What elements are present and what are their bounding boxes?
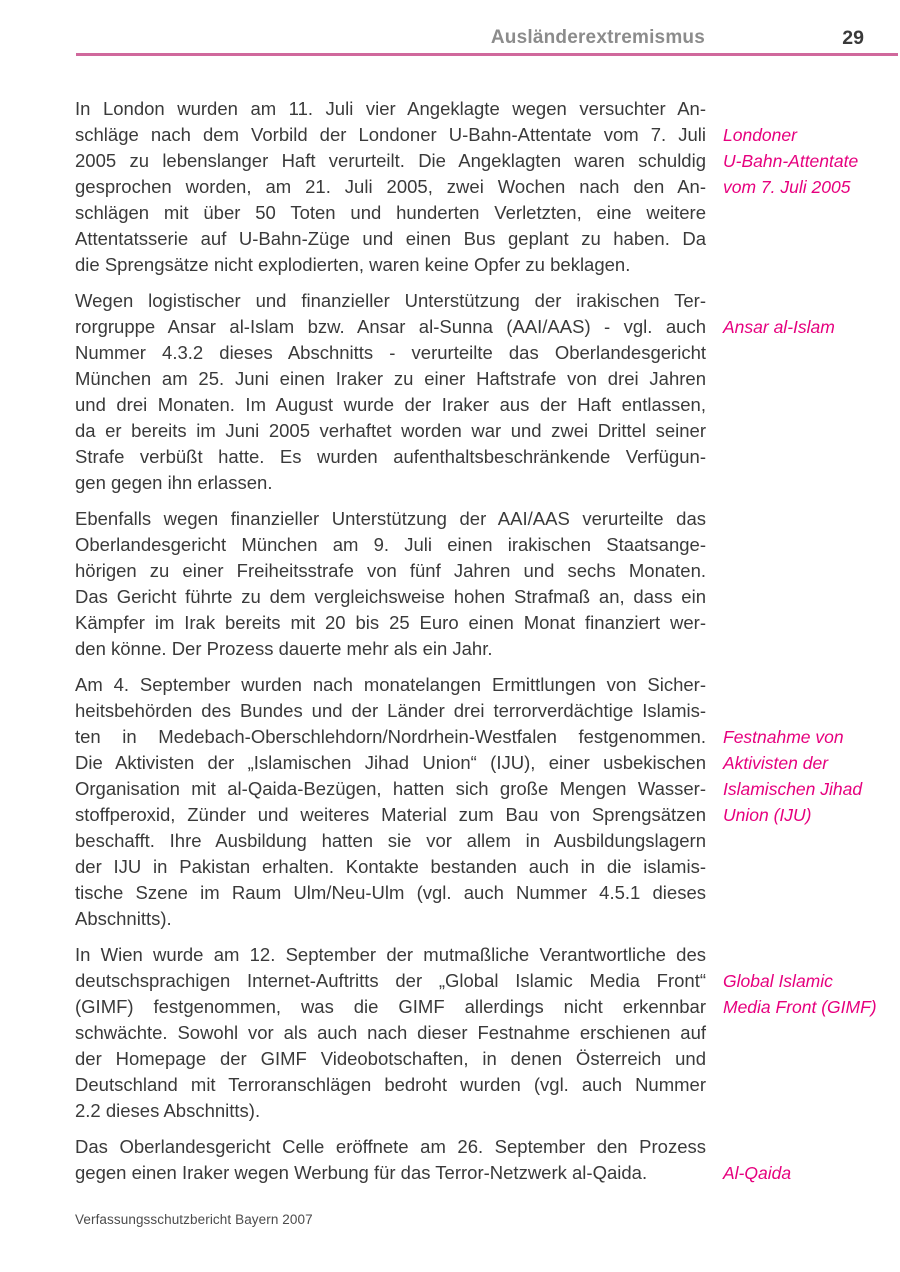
paragraph-text [75, 672, 706, 932]
margin-note-line: Union (IJU) [723, 805, 812, 825]
text-line: In London wurden am 11. Juli vier Angeklagte wegen versuchter An- [75, 98, 706, 119]
text-line: 2005 zu lebenslanger Haft verurteilt. Die Angeklagten waren schuldig [75, 150, 706, 171]
margin-note-line: Aktivisten der [723, 753, 829, 773]
text-line: deutschsprachigen Internet-Auftritts der „Global Islamic Media Front“ [75, 970, 706, 991]
margin-note-line: Londoner [723, 125, 797, 145]
text-line: Attentatsserie auf U-Bahn-Züge und einen Bus geplant zu haben. Da [75, 228, 706, 249]
text-line: Ebenfalls wegen finanzieller Unterstützung der AAI/AAS verurteilte das [75, 508, 706, 529]
text-line: ten in Medebach-Oberschlehdorn/Nordrhein-Westfalen festgenommen. [75, 726, 706, 747]
margin-note-line: U-Bahn-Attentate [723, 151, 859, 171]
margin-note-line: Media Front (GIMF) [723, 997, 877, 1017]
margin-note [723, 96, 881, 200]
text-line: tische Szene im Raum Ulm/Neu-Ulm (vgl. auch Nummer 4.5.1 dieses [75, 882, 706, 903]
text-line: hörigen zu einer Freiheitsstrafe von fünf Jahren und sechs Monaten. [75, 560, 706, 581]
paragraph-row [75, 96, 881, 278]
margin-note-line: Global Islamic [723, 971, 833, 991]
text-line: Am 4. September wurden nach monatelangen Ermittlungen von Sicher- [75, 674, 706, 695]
margin-note-line: Festnahme von [723, 727, 844, 747]
text-line: Die Aktivisten der „Islamischen Jihad Union“ (IJU), einer usbekischen [75, 752, 706, 773]
text-line: den könne. Der Prozess dauerte mehr als ein Jahr. [75, 638, 493, 659]
text-line: Deutschland mit Terroranschlägen bedroht wurden (vgl. auch Nummer [75, 1074, 706, 1095]
paragraph-row [75, 1134, 881, 1186]
text-line: und drei Monaten. Im August wurde der Iraker aus der Haft entlassen, [75, 394, 706, 415]
text-line: (GIMF) festgenommen, was die GIMF allerdings nicht erkennbar [75, 996, 706, 1017]
text-line: Oberlandesgericht München am 9. Juli einen irakischen Staatsange- [75, 534, 706, 555]
paragraph-text [75, 1134, 706, 1186]
margin-note-line: Ansar al-Islam [723, 317, 835, 337]
margin-note-line: Islamischen Jihad [723, 779, 863, 799]
text-line: gen gegen ihn erlassen. [75, 472, 273, 493]
margin-note-line: Al-Qaida [723, 1163, 792, 1183]
paragraph-row [75, 672, 881, 932]
text-line: Abschnitts). [75, 908, 172, 929]
page-footer: Verfassungsschutzbericht Bayern 2007 [75, 1212, 313, 1227]
text-line: beschafft. Ihre Ausbildung hatten sie vor allem in Ausbildungslagern [75, 830, 706, 851]
text-line: Strafe verbüßt hatte. Es wurden aufenthaltsbeschränkende Verfügun- [75, 446, 706, 467]
margin-note [723, 942, 881, 1020]
text-line: schlägen mit über 50 Toten und hunderten Verletzten, eine weitere [75, 202, 706, 223]
paragraph-text [75, 942, 706, 1124]
paragraph-text [75, 506, 706, 662]
margin-note [723, 1134, 881, 1186]
text-line: Das Oberlandesgericht Celle eröffnete am 26. September den Prozess [75, 1136, 706, 1157]
paragraph-text [75, 96, 706, 278]
text-line: rorgruppe Ansar al-Islam bzw. Ansar al-Sunna (AAI/AAS) - vgl. auch [75, 316, 706, 337]
text-line: der IJU in Pakistan erhalten. Kontakte bestanden auch in die islamis- [75, 856, 706, 877]
text-line: Organisation mit al-Qaida-Bezügen, hatten sich große Mengen Wasser- [75, 778, 706, 799]
text-line: heitsbehörden des Bundes und der Länder drei terrorverdächtige Islamis- [75, 700, 706, 721]
text-line: Wegen logistischer und finanzieller Unterstützung der irakischen Ter- [75, 290, 706, 311]
header-page-number: 29 [842, 27, 864, 49]
paragraph-row [75, 506, 881, 662]
text-line: Das Gericht führte zu dem vergleichsweise hohen Strafmaß an, dass ein [75, 586, 706, 607]
text-line: schläge nach dem Vorbild der Londoner U-Bahn-Attentate vom 7. Juli [75, 124, 706, 145]
text-line: die Sprengsätze nicht explodierten, waren keine Opfer zu beklagen. [75, 254, 631, 275]
text-line: München am 25. Juni einen Iraker zu einer Haftstrafe von drei Jahren [75, 368, 706, 389]
margin-note-line: vom 7. Juli 2005 [723, 177, 851, 197]
text-line: da er bereits im Juni 2005 verhaftet worden war und zwei Drittel seiner [75, 420, 706, 441]
margin-note [723, 672, 881, 828]
text-line: stoffperoxid, Zünder und weiteres Material zum Bau von Sprengsätzen [75, 804, 706, 825]
paragraph-text [75, 288, 706, 496]
text-line: 2.2 dieses Abschnitts). [75, 1100, 261, 1121]
text-line: gesprochen worden, am 21. Juli 2005, zwei Wochen nach den An- [75, 176, 706, 197]
header-section-title: Ausländerextremismus [490, 27, 705, 48]
paragraph-row [75, 942, 881, 1124]
text-line: In Wien wurde am 12. September der mutmaßliche Verantwortliche des [75, 944, 706, 965]
text-line: gegen einen Iraker wegen Werbung für das Terror-Netzwerk al-Qaida. [75, 1162, 648, 1183]
text-line: schwächte. Sowohl vor als auch nach dieser Festnahme erschienen auf [75, 1022, 706, 1043]
text-line: Kämpfer im Irak bereits mit 20 bis 25 Euro einen Monat finanziert wer- [75, 612, 706, 633]
text-line: der Homepage der GIMF Videobotschaften, in denen Österreich und [75, 1048, 706, 1069]
text-line: Nummer 4.3.2 dieses Abschnitts - verurteilte das Oberlandesgericht [75, 342, 706, 363]
margin-note [723, 288, 881, 340]
paragraph-row [75, 288, 881, 496]
page-header [0, 27, 900, 53]
content [75, 96, 881, 1196]
header-rule [76, 53, 898, 56]
